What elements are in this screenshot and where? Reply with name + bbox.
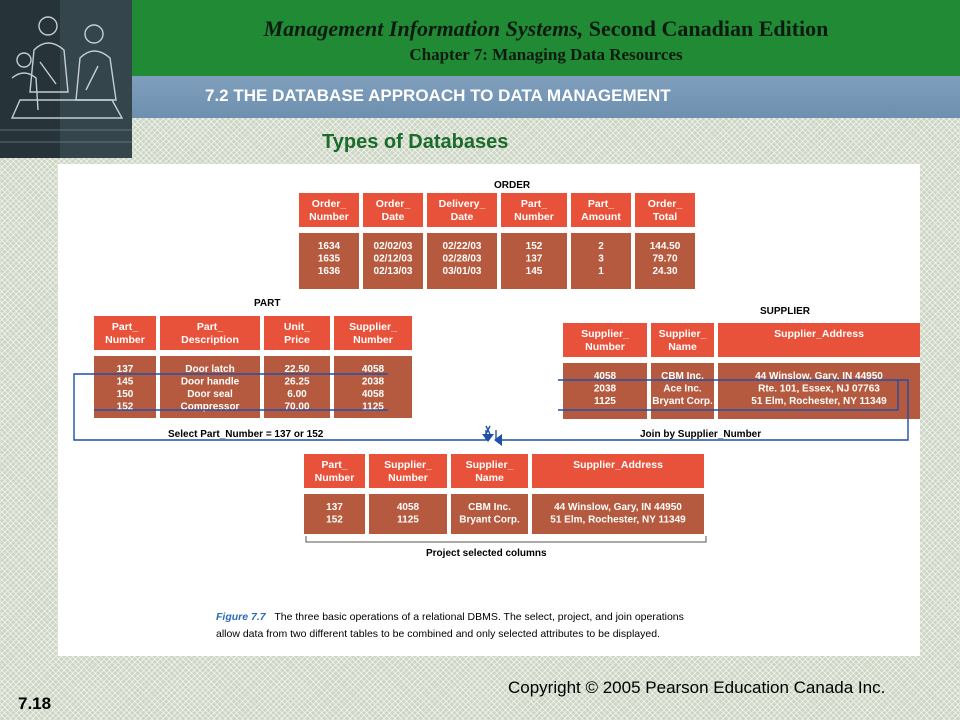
supplier-cell-value: 2038 (593, 383, 617, 395)
order-cell-value: 03/01/03 (442, 266, 482, 277)
part-cell-value: 152 (116, 401, 134, 413)
part-table (94, 298, 412, 418)
order-header-text: Amount (581, 211, 621, 223)
supplier-header-text: Supplier_ (581, 328, 629, 340)
result-header-text: Number (314, 472, 355, 484)
result-cell-value: 44 Winslow, Gary, IN 44950 (554, 502, 682, 513)
tables-layer (94, 180, 920, 534)
business-people-illustration (0, 0, 132, 158)
section-title: 7.2 THE DATABASE APPROACH TO DATA MANAGEMENT (205, 86, 671, 105)
part-cell-value: 145 (116, 376, 134, 388)
relational-operations-figure (58, 164, 920, 656)
supplier-cell-value: CBM Inc. (661, 371, 704, 382)
slide-number: 7.18 (18, 694, 52, 713)
part-cell-value: 150 (116, 389, 134, 400)
result-header-text: Part_ (321, 459, 348, 471)
order-cell-value: 1634 (317, 241, 341, 252)
supplier-cell-value: Ace Inc. (663, 383, 702, 395)
part-header-text: Number (105, 334, 145, 346)
caption-text: The three basic operations of a relational DBMS. The select, project, and join operations (274, 611, 684, 623)
order-cell-value: 152 (525, 241, 543, 252)
select-arrowhead (482, 434, 494, 442)
supplier-cell-value: 51 Elm, Rochester, NY 11349 (751, 396, 887, 407)
order-cell-value: 02/02/03 (373, 241, 413, 252)
supplier-header-text: Name (668, 341, 697, 353)
join-label: Join by Supplier_Number (640, 429, 762, 440)
result-header-text: Supplier_ (465, 459, 514, 471)
part-cell-value: Door handle (180, 376, 240, 388)
result-header-text: Number (388, 472, 428, 484)
supplier-header-text: Number (585, 341, 625, 353)
order-cell-value: 144.50 (649, 241, 681, 252)
order-cell-value: 79.70 (652, 253, 678, 265)
supplier-header-text: Supplier_Address (774, 328, 864, 340)
order-header-text: Part_ (587, 198, 615, 210)
order-cell-value: 137 (525, 253, 543, 265)
order-header-text: Part_ (520, 198, 548, 210)
result-cell-value: 1125 (397, 514, 419, 526)
slide-subtitle: Types of Databases (322, 131, 509, 153)
part-cell-value: 4058 (361, 364, 385, 375)
part-header-text: Unit_ (283, 321, 311, 333)
figure-panel (58, 164, 920, 656)
order-header-text: Number (514, 211, 554, 223)
part-header-text: Part_ (196, 321, 224, 333)
order-table (299, 180, 695, 289)
order-table-title: ORDER (494, 180, 531, 191)
part-header-text: Description (181, 334, 239, 346)
result-cell-value: Bryant Corp. (459, 514, 520, 526)
select-label: Select Part_Number = 137 or 152 (168, 429, 324, 440)
caption-label: Figure 7.7 (216, 611, 266, 623)
project-label: Project selected columns (426, 548, 547, 559)
project-bracket (306, 536, 706, 542)
header-photo (0, 0, 132, 158)
order-cell-value: 02/13/03 (373, 266, 413, 277)
part-cell-value: Door seal (187, 389, 233, 400)
figure-caption-line2: allow data from two different tables to be combined and only selected attributes to be displayed. (216, 628, 660, 640)
supplier-cell-value: 1125 (594, 396, 616, 407)
order-cell-value: 1636 (317, 266, 341, 277)
chapter-title: Chapter 7: Managing Data Resources (409, 45, 683, 64)
order-cell-value: 2 (598, 241, 604, 252)
order-cell-value: 02/28/03 (442, 253, 482, 265)
part-cell-value: 26.25 (284, 376, 310, 388)
part-cell-value: Compressor (180, 401, 240, 413)
part-cell-value: Door latch (185, 364, 235, 375)
result-cell-value: 51 Elm, Rochester, NY 11349 (550, 514, 686, 526)
order-header-text: Number (309, 211, 349, 223)
part-cell-value: 1125 (362, 401, 384, 413)
part-cell-value: 22.50 (284, 364, 310, 375)
part-cell-value: 6.00 (287, 389, 307, 400)
book-title-main: Management Information Systems, (263, 16, 584, 41)
supplier-cell-value: Bryant Corp. (652, 396, 713, 407)
result-cell-value: 4058 (396, 502, 420, 513)
part-header-text: Supplier_ (349, 321, 397, 333)
supplier-table (563, 306, 920, 419)
order-cell-value: 145 (525, 266, 543, 277)
order-header-text: Date (381, 211, 405, 223)
result-header-text: Name (475, 472, 504, 484)
part-header-text: Number (353, 334, 393, 346)
order-header-text: Total (652, 211, 678, 223)
part-cell-value: 137 (116, 364, 134, 375)
figure-caption (216, 611, 684, 623)
part-cell-value: 70.00 (284, 401, 310, 413)
part-header-text: Price (284, 334, 310, 346)
order-header-text: Delivery_ (438, 198, 486, 210)
supplier-cell-value: 44 Winslow, Gary, IN 44950 (755, 371, 883, 382)
order-cell-value: 02/12/03 (373, 253, 413, 265)
result-header-text: Supplier_Address (573, 459, 663, 471)
part-cell-value: 4058 (361, 389, 385, 400)
part-cell-value: 2038 (361, 376, 385, 388)
supplier-cell-value: 4058 (593, 371, 617, 382)
result-cell-value: 137 (326, 502, 343, 513)
result-cell-value: CBM Inc. (468, 502, 511, 513)
copyright: Copyright © 2005 Pearson Education Canada Inc. (508, 678, 886, 697)
order-header-text: Order_ (647, 198, 683, 210)
part-table-title: PART (254, 298, 281, 309)
result-cell-value: 152 (326, 514, 343, 526)
order-cell-value: 3 (598, 253, 604, 265)
order-cell-value: 24.30 (652, 266, 678, 277)
book-edition: Second Canadian Edition (588, 16, 829, 41)
order-cell-value: 02/22/03 (442, 241, 482, 252)
supplier-header-text: Supplier_ (658, 328, 707, 340)
order-header-text: Order_ (375, 198, 411, 210)
order-header-text: Date (450, 211, 474, 223)
order-cell-value: 1 (598, 266, 604, 277)
part-header-text: Part_ (111, 321, 139, 333)
book-title (132, 16, 960, 42)
result-table (304, 454, 704, 534)
supplier-cell-value: Rte. 101, Essex, NJ 07763 (758, 383, 880, 395)
join-arrowhead (494, 434, 502, 446)
order-header-text: Order_ (311, 198, 347, 210)
supplier-table-title: SUPPLIER (760, 306, 811, 317)
result-header-text: Supplier_ (384, 459, 432, 471)
order-cell-value: 1635 (317, 253, 341, 265)
